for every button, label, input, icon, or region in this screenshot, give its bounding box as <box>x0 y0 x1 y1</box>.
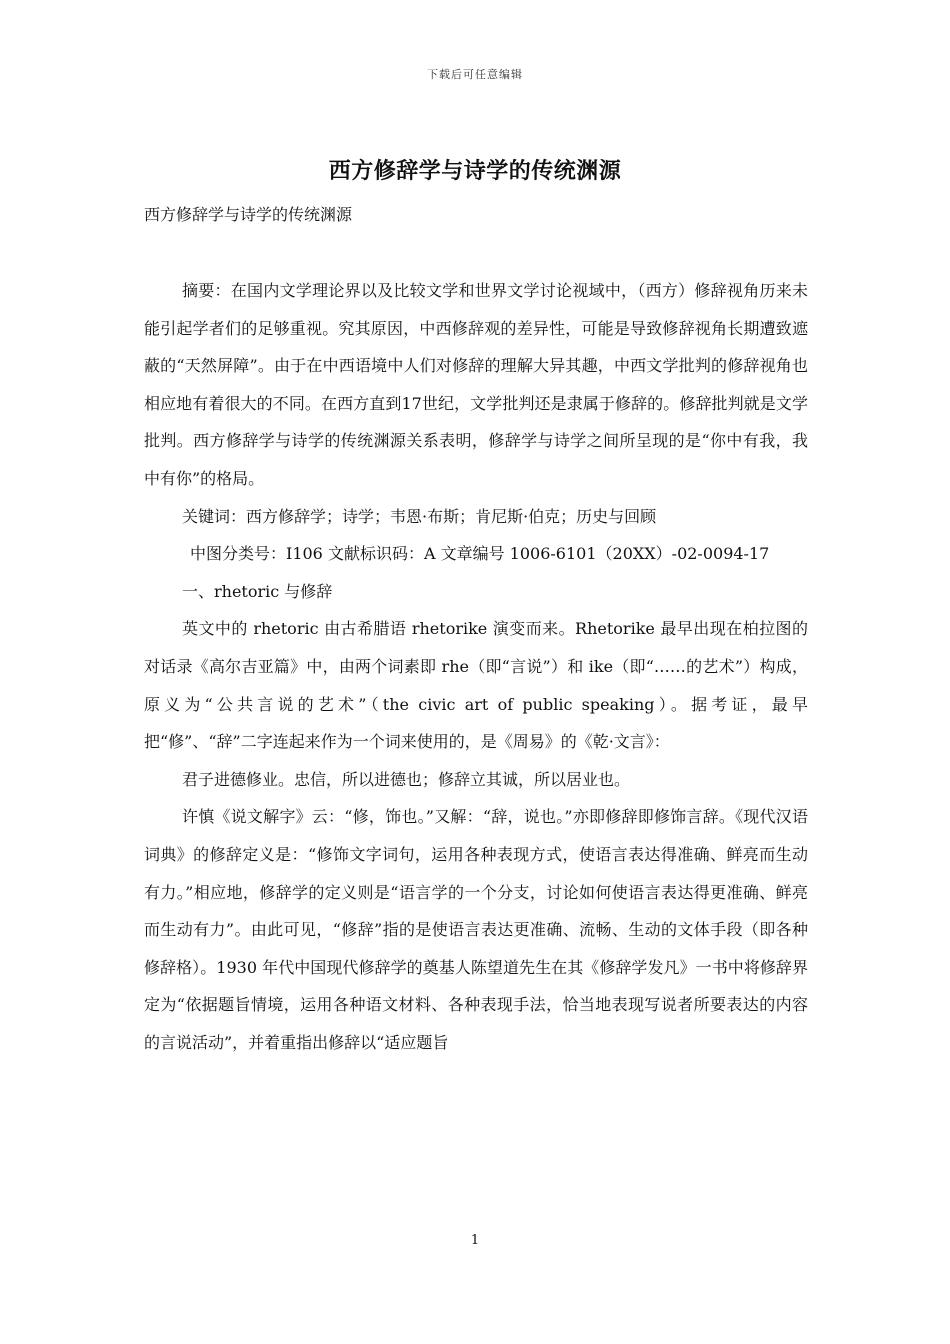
document-title: 西方修辞学与诗学的传统渊源 <box>328 158 622 184</box>
keywords-paragraph: 关键词：西方修辞学；诗学；韦恩·布斯；肯尼斯·伯克；历史与回顾 <box>182 506 657 526</box>
page-header: 下载后可任意编辑 <box>427 68 523 81</box>
section-heading: 一、rhetoric 与修辞 <box>182 581 333 601</box>
body-paragraph: 许慎《说文解字》云：“修，饰也。”又解：“辞，说也。”亦即修辞即修饰言辞。《现代汉语词典》的修辞定义是：“修饰文字词句，运用各种表现方式，使语言表达得准确、鲜亮而生动有力。”相应地，修辞学的定义则是“语言学的一个分支，讨论如何使语言表达得更准确、鲜亮而生动有力”。由此可见，“修辞”指的是使语言表达更准确、流畅、生动的文体手段（即各种修辞格）。1930 年代中国现代修辞学的奠基人陈望道先生在其《修辞学发凡》一书中将修辞界定为“依据题旨情境，运用各种语文材料、各种表现手法，恰当地表现写说者所要表达的内容的言说活动”，并着重指出修辞以“适应题旨 <box>144 807 808 1052</box>
page-number: 1 <box>470 1233 480 1248</box>
document-body <box>144 272 808 1061</box>
quotation-paragraph: 君子进德修业。忠信，所以进德也；修辞立其诚，所以居业也。 <box>182 769 631 789</box>
document-subtitle: 西方修辞学与诗学的传统渊源 <box>144 205 353 224</box>
classification-paragraph: 中图分类号：I106 文献标识码：A 文章编号 1006-6101（20XX）-02-0094-17 <box>190 544 770 564</box>
body-paragraph: 英文中的 rhetoric 由古希腊语 rhetorike 演变而来。Rhetorike 最早出现在柏拉图的对话录《高尔吉亚篇》中，由两个词素即 rhe（即“言说”）和 ike（即“……的艺术”）构成，原义为“公共言说的艺术”（the civic art of public speaking）。据考证，最早把“修”、“辞”二字连起来作为一个词来使用的，是《周易》的《乾·文言》： <box>144 619 808 752</box>
abstract-paragraph: 摘要：在国内文学理论界以及比较文学和世界文学讨论视域中，（西方）修辞视角历来未能引起学者们的足够重视。究其原因，中西修辞观的差异性，可能是导致修辞视角长期遭致遮蔽的“天然屏障”。由于在中西语境中人们对修辞的理解大异其趣，中西文学批判的修辞视角也相应地有着很大的不同。在西方直到17世纪，文学批判还是隶属于修辞的。修辞批判就是文学批判。西方修辞学与诗学的传统渊源关系表明，修辞学与诗学之间所呈现的是“你中有我，我中有你”的格局。 <box>144 281 808 488</box>
